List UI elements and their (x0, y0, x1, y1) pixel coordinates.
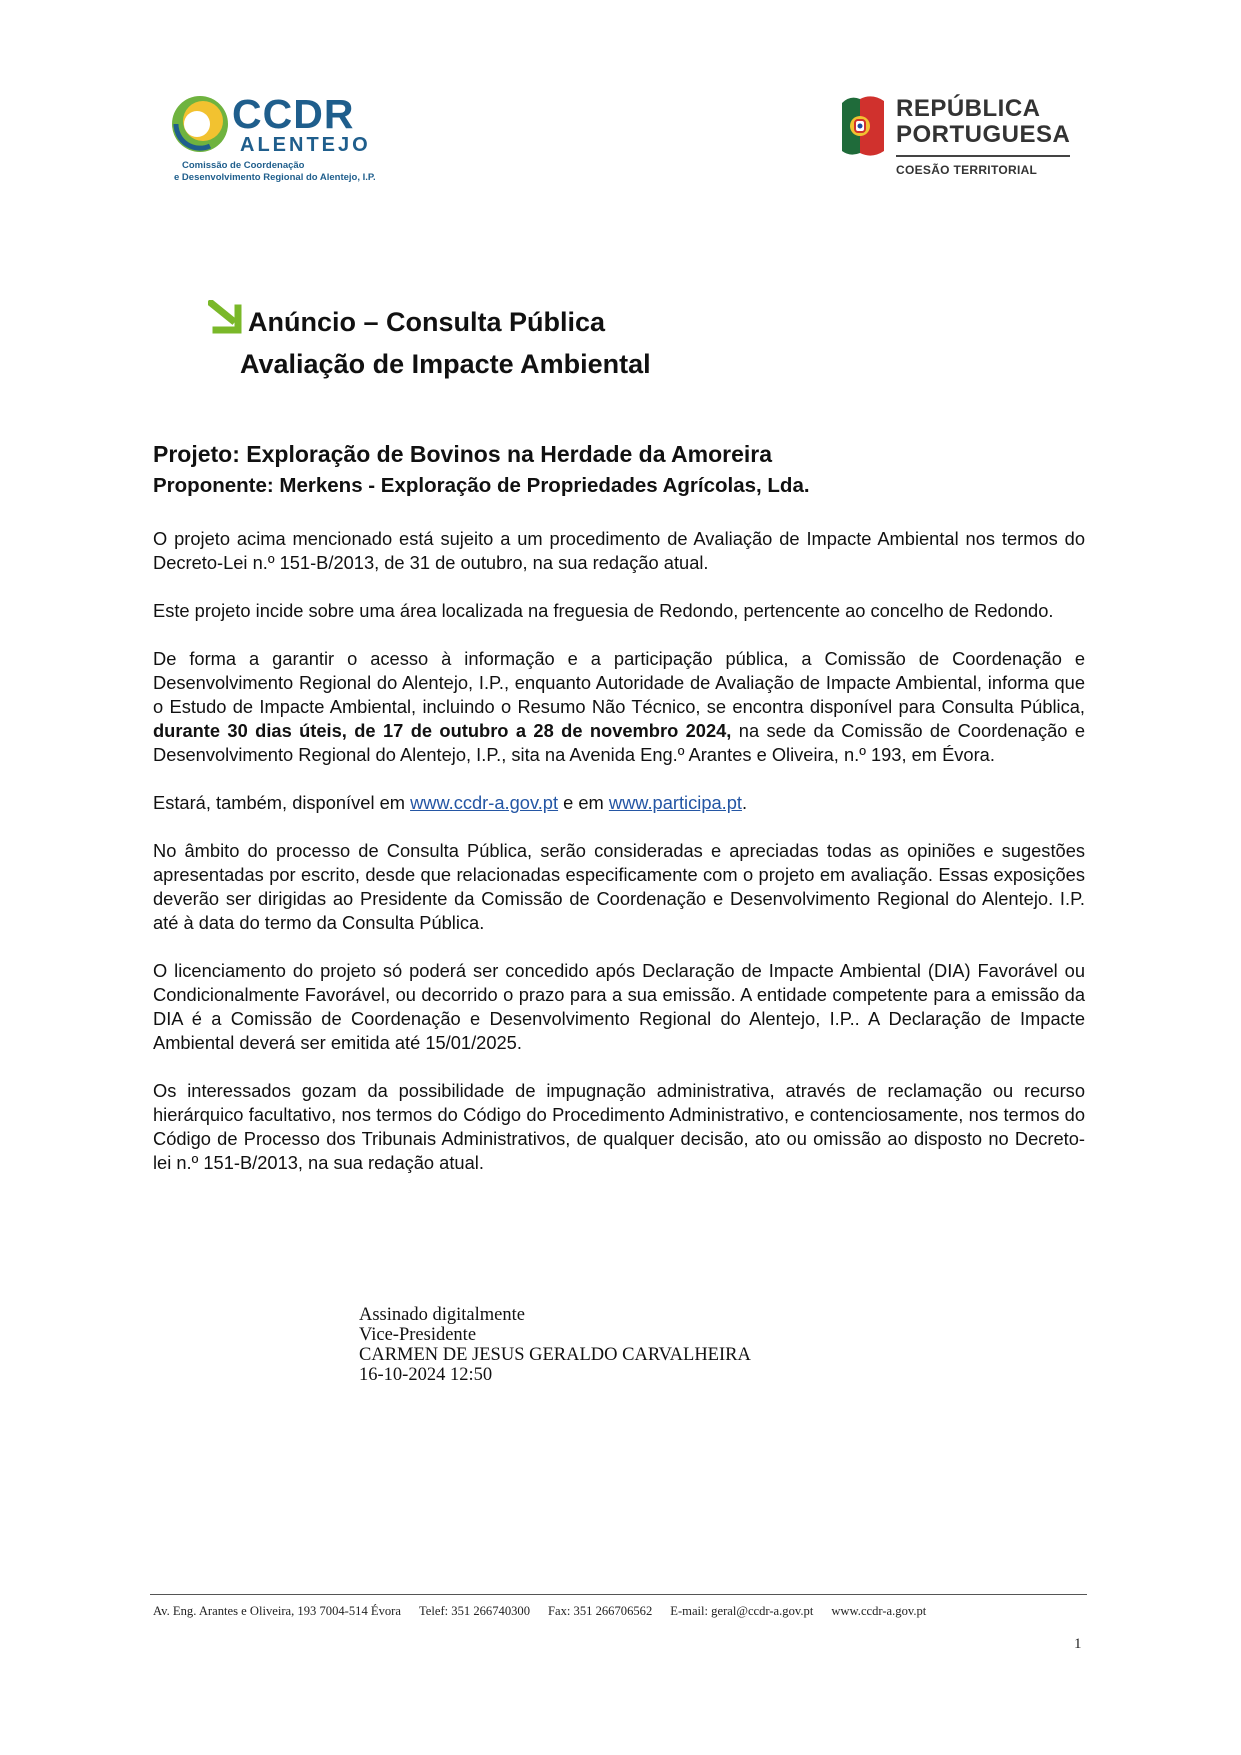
announcement-subtitle: Avaliação de Impacte Ambiental (240, 349, 651, 379)
signature-date: 16-10-2024 12:50 (359, 1365, 493, 1385)
digital-signature (359, 1305, 751, 1385)
consultation-dates: durante 30 dias úteis, de 17 de outubro a 28 de novembro 2024, (153, 720, 732, 741)
portugal-flag-icon (840, 95, 886, 157)
page-number: 1 (1074, 1636, 1082, 1652)
consultation-text-after: na sede da Comissão de Coordenação e Desenvolvimento Regional do Alentejo, I.P., sita na Avenida Eng.º Arantes e Oliveira, n.º 193, em Évora. (153, 720, 1085, 765)
footer-email: E-mail: geral@ccdr-a.gov.pt (670, 1604, 814, 1618)
paragraph-licensing: O licenciamento do projeto só poderá ser concedido após Declaração de Impacte Ambiental (DIA) Favorável ou Condicionalmente Favorável, ou decorrido o prazo para a sua emissão. A entidade competente para a emissão da DIA é a Comissão de Coordenação e Desenvolvimento Regional do Alentejo, I.P.. A Declaração de Impacte Ambiental deverá ser emitida até 15/01/2025. (153, 960, 1085, 1053)
logo-divider (896, 155, 1070, 157)
paragraph-consultation-period (153, 647, 1085, 767)
republica-line: REPÚBLICA (896, 95, 1041, 122)
paragraph-submissions: No âmbito do processo de Consulta Pública, serão consideradas e apreciadas todas as opiniões e sugestões apresentadas por escrito, desde que relacionadas especificamente com o projeto em avaliação. Essas exposições deverão ser dirigidas ao Presidente da Comissão de Coordenação e Desenvolvimento Regional do Alentejo. I.P. até à data do termo da Consulta Pública. (153, 840, 1085, 933)
availability-text-before: Estará, também, disponível em (153, 792, 411, 813)
republica-portuguesa-logo (840, 95, 1080, 185)
footer-fax: Fax: 351 266706562 (548, 1604, 653, 1618)
ccdr-website-link[interactable]: www.ccdr-a.gov.pt (410, 792, 559, 813)
ccdr-alentejo-logo (170, 91, 376, 192)
footer-website: www.ccdr-a.gov.pt (831, 1604, 927, 1618)
paragraph-appeals: Os interessados gozam da possibilidade de impugnação administrativa, através de reclamação ou recurso hierárquico facultativo, nos termos do Código do Procedimento Administrativo, e contenciosamente, nos termos do Código de Processo dos Tribunais Administrativos, de qualquer decisão, ato ou omissão ao disposto no Decreto-lei n.º 151-B/2013, na sua redação atual. (153, 1080, 1085, 1173)
signatory-name: CARMEN DE JESUS GERALDO CARVALHEIRA (359, 1345, 751, 1365)
consultation-text-before: De forma a garantir o acesso à informação e a participação pública, a Comissão de Coordenação e Desenvolvimento Regional do Alentejo, I.P., enquanto Autoridade de Avaliação de Impacte Ambiental, informa que o Estudo de Impacte Ambiental, incluindo o Resumo Não Técnico, se encontra disponível para Consulta Pública, (153, 648, 1085, 717)
footer-contacts (153, 1603, 944, 1619)
coesao-territorial-label: COESÃO TERRITORIAL (896, 163, 1038, 177)
availability-text-after: . (741, 792, 748, 813)
ccdr-emblem-icon (170, 94, 230, 154)
green-arrow-icon (208, 300, 246, 334)
project-proponent: Proponente: Merkens - Exploração de Propriedades Agrícolas, Lda. (153, 474, 810, 497)
ccdr-wordmark: CCDR (232, 91, 355, 137)
footer-divider (150, 1594, 1087, 1595)
paragraph-availability (153, 791, 1085, 815)
ccdr-subtitle-line2: e Desenvolvimento Regional do Alentejo, I.P. (174, 172, 376, 183)
signatory-role: Vice-Presidente (359, 1325, 477, 1345)
participa-website-link[interactable]: www.participa.pt (608, 792, 742, 813)
footer-address: Av. Eng. Arantes e Oliveira, 193 7004-514 Évora (153, 1604, 401, 1618)
ccdr-region: ALENTEJO (240, 134, 371, 156)
announcement-body (153, 527, 1085, 1199)
announcement-title: Anúncio – Consulta Pública (248, 307, 606, 337)
footer-phone: Telef: 351 266740300 (418, 1604, 531, 1618)
project-name: Projeto: Exploração de Bovinos na Herdade da Amoreira (153, 441, 773, 467)
portuguesa-line: PORTUGUESA (896, 121, 1071, 148)
availability-text-middle: e em (558, 792, 609, 813)
signature-status: Assinado digitalmente (359, 1305, 525, 1325)
paragraph-legal-basis: O projeto acima mencionado está sujeito a um procedimento de Avaliação de Impacte Ambiental nos termos do Decreto-Lei n.º 151-B/2013, de 31 de outubro, na sua redação atual. (153, 528, 1085, 573)
ccdr-subtitle-line1: Comissão de Coordenação (182, 160, 305, 171)
paragraph-location: Este projeto incide sobre uma área localizada na freguesia de Redondo, pertencente ao concelho de Redondo. (153, 600, 1054, 621)
